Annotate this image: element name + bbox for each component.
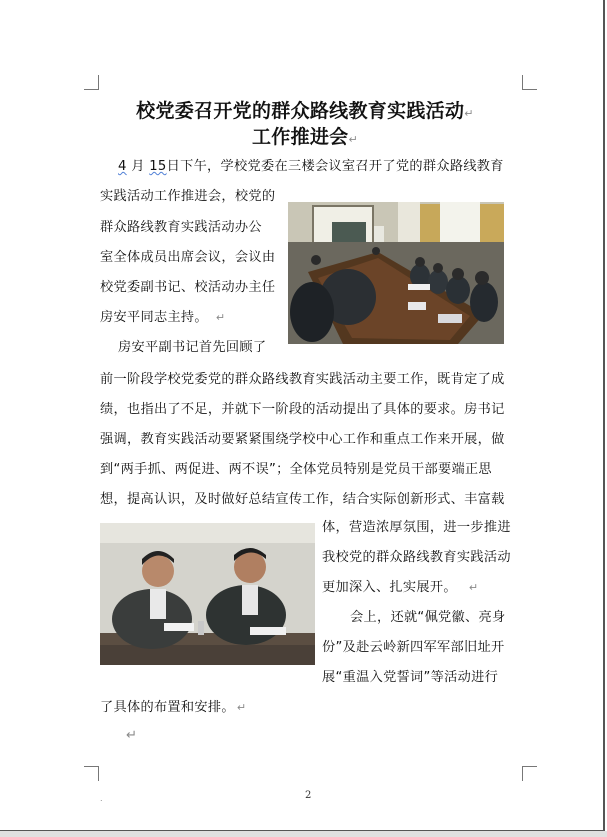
- body-line-5[interactable]: [100, 276, 275, 295]
- officials-photo[interactable]: [100, 523, 315, 665]
- title-text-1: 校党委召开党的群众路线教育实践活动: [136, 100, 465, 122]
- body-text: 展“重温入党誓词”等活动进行: [322, 670, 499, 685]
- meeting-room-image: [288, 202, 504, 344]
- body-text: 校党委副书记、校活动办主任: [100, 280, 276, 295]
- footer-mark: .: [100, 794, 103, 803]
- paragraph-mark: ↵: [468, 581, 479, 594]
- body-text: 我校党的群众路线教育实践活动: [322, 550, 511, 565]
- window-bottom-strip: [0, 831, 607, 837]
- body-text: 想，提高认识，及时做好总结宣传工作，结合实际创新形式、丰富载: [100, 492, 505, 507]
- body-text: 前一阶段学校党委党的群众路线教育实践活动主要工作，既肯定了成: [100, 372, 505, 387]
- body-line-14[interactable]: [322, 546, 511, 565]
- page-number: 2: [305, 790, 312, 801]
- body-text: 房安平同志主持。: [100, 310, 208, 325]
- body-line-16[interactable]: [350, 606, 506, 625]
- body-text: 更加深入、扎实展开。: [322, 580, 457, 595]
- body-text: 室全体成员出席会议，会议由: [100, 250, 276, 265]
- meeting-room-photo[interactable]: [288, 202, 504, 344]
- paragraph-mark: ↵: [215, 311, 226, 324]
- body-line-11[interactable]: [100, 458, 492, 477]
- paragraph-mark: ↵: [348, 133, 359, 146]
- document-title-line-2[interactable]: [90, 122, 520, 149]
- paragraph-mark: ↵: [464, 107, 474, 120]
- body-text: 绩，也指出了不足，并就下一阶段的活动提出了具体的要求。房书记: [100, 402, 505, 417]
- body-line-17[interactable]: [322, 636, 504, 655]
- body-line-7[interactable]: [118, 336, 266, 355]
- body-text: 群众路线教育实践活动办公: [100, 220, 262, 235]
- body-line-15[interactable]: [322, 576, 478, 595]
- margin-corner-top-right: [522, 75, 537, 90]
- body-text: 日下午，学校党委在三楼会议室召开了党的群众路线教育: [166, 159, 504, 174]
- body-line-10[interactable]: [100, 428, 505, 447]
- body-text: 会上，还就“佩党徽、亮身: [350, 610, 506, 625]
- empty-paragraph-mark: ↵: [126, 728, 138, 743]
- body-text: 份”及赴云岭新四军军部旧址开: [322, 640, 505, 655]
- document-title-line-1[interactable]: [90, 96, 520, 123]
- body-line-2[interactable]: [100, 185, 275, 204]
- margin-corner-bottom-right: [522, 766, 537, 781]
- body-text: 实践活动工作推进会，校党的: [100, 189, 276, 204]
- body-line-4[interactable]: [100, 246, 275, 265]
- margin-corner-bottom-left: [84, 766, 99, 781]
- paragraph-mark: ↵: [236, 701, 247, 714]
- body-line-13[interactable]: [322, 516, 511, 535]
- body-text: 房安平副书记首先回顾了: [118, 340, 267, 355]
- title-text-2: 工作推进会: [251, 126, 349, 148]
- body-text: 体，营造浓厚氛围，进一步推进: [322, 520, 511, 535]
- body-line-8[interactable]: [100, 368, 505, 387]
- body-text: 强调，教育实践活动要紧紧围绕学校中心工作和重点工作来开展，做: [100, 432, 505, 447]
- body-line-3[interactable]: [100, 216, 262, 235]
- margin-corner-top-left: [84, 75, 99, 90]
- body-line-18[interactable]: [322, 666, 498, 685]
- body-text: 到“两手抓、两促进、两不误”；全体党员特别是党员干部要端正思: [100, 462, 492, 477]
- body-line-9[interactable]: [100, 398, 505, 417]
- officials-image: [100, 523, 315, 665]
- body-line-19[interactable]: [100, 696, 246, 715]
- date-day: 15: [149, 159, 167, 174]
- body-line-1[interactable]: [118, 155, 504, 174]
- body-line-6[interactable]: [100, 306, 225, 325]
- body-line-12[interactable]: [100, 488, 505, 507]
- body-text: 了具体的布置和安排。: [100, 700, 235, 715]
- date-month: 4: [118, 159, 127, 174]
- date-month-suffix: 月: [131, 159, 145, 174]
